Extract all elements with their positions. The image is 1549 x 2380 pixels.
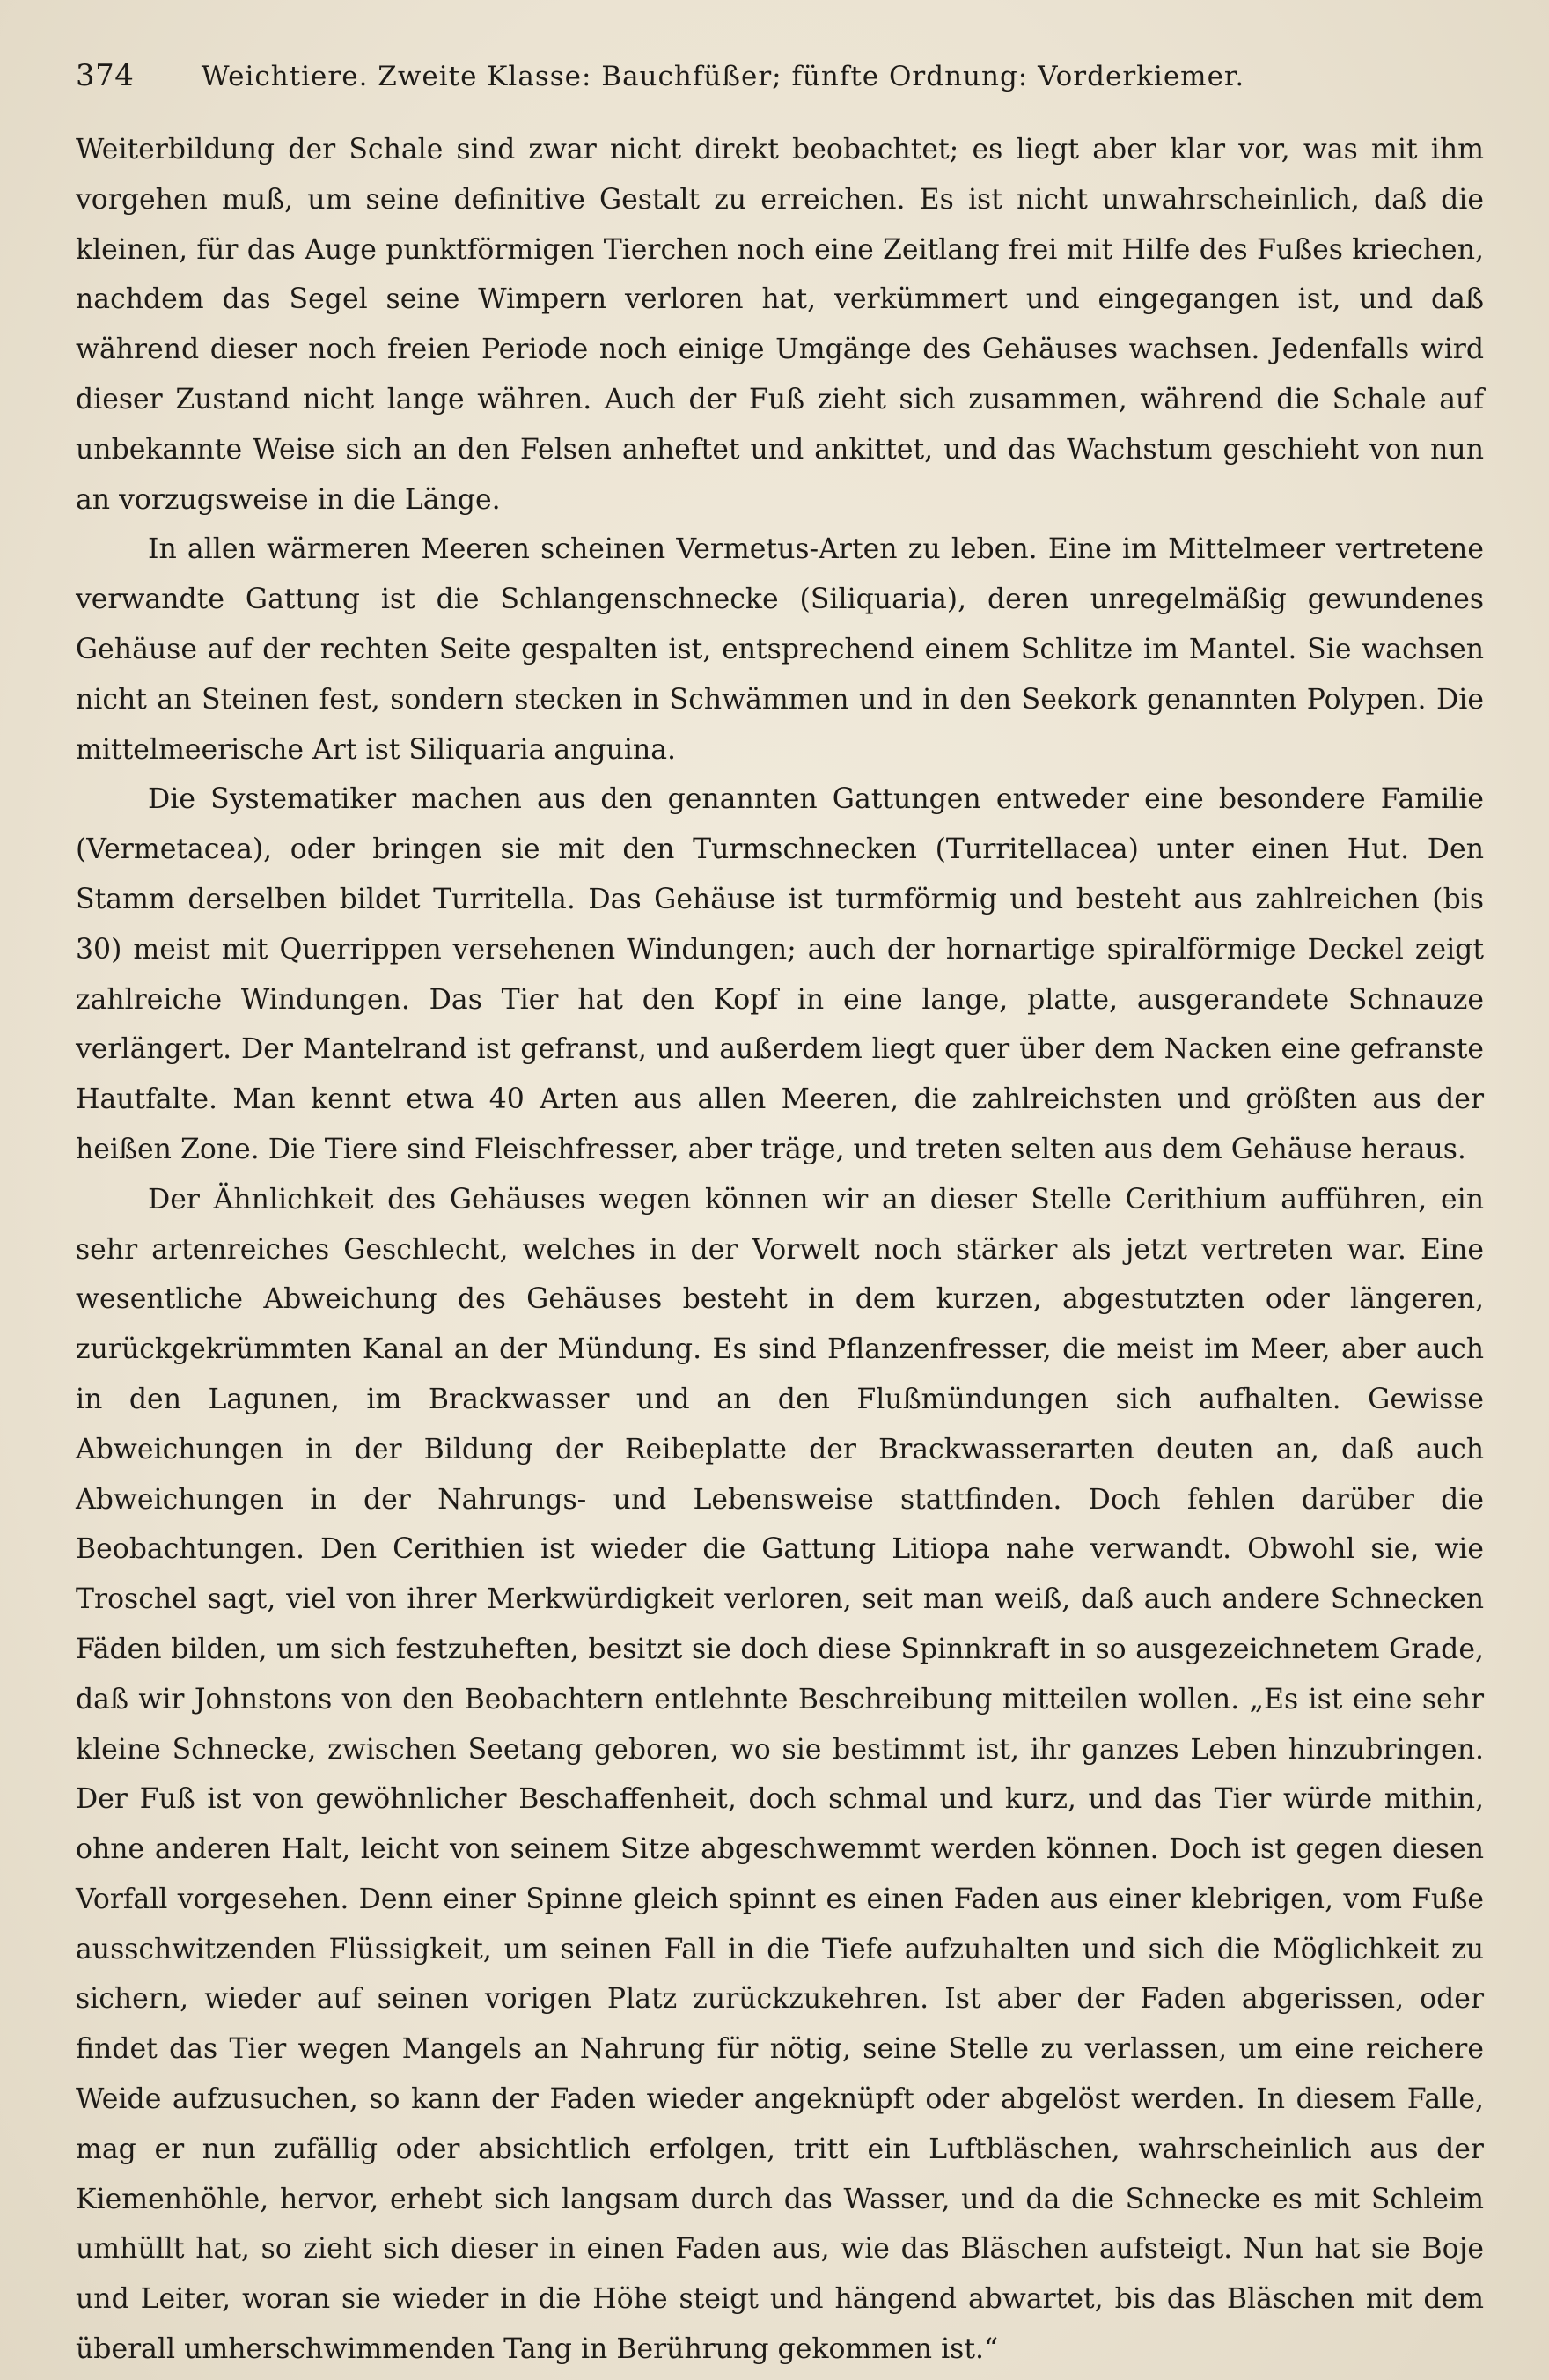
body-text <box>76 125 1484 2366</box>
page-header <box>76 58 1493 107</box>
paragraph-2: In allen wärmeren Meeren scheinen Vermetus-Arten zu leben. Eine im Mittelmeer vertretene verwandte Gattung ist die Schlangenschnecke (Siliquaria), deren unregelmäßig gewundenes Gehäuse auf der rechten Seite gespalten ist, entsprechend einem Schlitze im Mantel. Sie wachsen nicht an Steinen fest, sondern stecken in Schwämmen und in den Seekork genannten Polypen. Die mittelmeerische Art ist Siliquaria anguina. <box>76 533 1484 766</box>
paragraph-4: Der Ähnlichkeit des Gehäuses wegen können wir an dieser Stelle Cerithium aufführen, ein sehr artenreiches Geschlecht, welches in der Vorwelt noch stärker als jetzt vertreten war. Eine wesentliche Abweichung des Gehäuses besteht in dem kurzen, abgestutzten oder längeren, zurückgekrümmten Kanal an der Mündung. Es sind Pflanzenfresser, die meist im Meer, aber auch in den Lagunen, im Brackwasser und an den Flußmündungen sich aufhalten. Gewisse Abweichungen in der Bildung der Reibeplatte der Brackwasserarten deuten an, daß auch Abweichungen in der Nahrungs- und Lebensweise stattfinden. Doch fehlen darüber die Beobachtungen. Den Cerithien ist wieder die Gattung Litiopa nahe verwandt. Obwohl sie, wie Troschel sagt, viel von ihrer Merkwürdigkeit verloren, seit man weiß, daß auch andere Schnecken Fäden bilden, um sich festzuheften, besitzt sie doch diese Spinnkraft in so ausgezeichnetem Grade, daß wir Johnstons von den Beobachtern entlehnte Beschreibung mitteilen wollen. „Es ist eine sehr kleine Schnecke, zwischen Seetang geboren, wo sie bestimmt ist, ihr ganzes Leben hinzubringen. Der Fuß ist von gewöhnlicher Beschaffenheit, doch schmal und kurz, und das Tier würde mithin, ohne anderen Halt, leicht von seinem Sitze abgeschwemmt werden können. Doch ist gegen diesen Vorfall vorgesehen. Denn einer Spinne gleich spinnt es einen Faden aus einer klebrigen, vom Fuße ausschwitzenden Flüssigkeit, um seinen Fall in die Tiefe aufzuhalten und sich die Möglichkeit zu sichern, wieder auf seinen vorigen Platz zurückzukehren. Ist aber der Faden abgerissen, oder findet das Tier wegen Mangels an Nahrung für nötig, seine Stelle zu verlassen, um eine reichere Weide aufzusuchen, so kann der Faden wieder angeknüpft oder abgelöst werden. In diesem Falle, mag er nun zufällig oder absichtlich erfolgen, tritt ein Luftbläschen, wahrscheinlich aus der Kiemenhöhle, hervor, erhebt sich langsam durch das Wasser, und da die Schnecke es mit Schleim umhüllt hat, so zieht sich dieser in einen Faden aus, wie das Bläschen aufsteigt. Nun hat sie Boje und Leiter, woran sie wieder in die Höhe steigt und hängend abwartet, bis das Bläschen mit dem überall umherschwimmenden Tang in Berührung gekommen ist.“ <box>76 1183 1484 2366</box>
page-number: 374 <box>76 58 135 93</box>
paragraph-1: Weiterbildung der Schale sind zwar nicht direkt beobachtet; es liegt aber klar vor, was mit ihm vorgehen muß, um seine definitive Gestalt zu erreichen. Es ist nicht unwahrscheinlich, daß die kleinen, für das Auge punktförmigen Tierchen noch eine Zeitlang frei mit Hilfe des Fußes kriechen, nachdem das Segel seine Wimpern verloren hat, verkümmert und eingegangen ist, und daß während dieser noch freien Periode noch einige Umgänge des Gehäuses wachsen. Jedenfalls wird dieser Zustand nicht lange währen. Auch der Fuß zieht sich zusammen, während die Schale auf unbekannte Weise sich an den Felsen anheftet und ankittet, und das Wachstum geschieht von nun an vorzugsweise in die Länge. <box>76 134 1484 516</box>
running-head: Weichtiere. Zweite Klasse: Bauchfüßer; fünfte Ordnung: Vorderkiemer. <box>201 61 1245 92</box>
paragraph-3: Die Systematiker machen aus den genannten Gattungen entweder eine besondere Familie (Vermetacea), oder bringen sie mit den Turmschnecken (Turritellacea) unter einen Hut. Den Stamm derselben bildet Turritella. Das Gehäuse ist turmförmig und besteht aus zahlreichen (bis 30) meist mit Querrippen versehenen Windungen; auch der hornartige spiralförmige Deckel zeigt zahlreiche Windungen. Das Tier hat den Kopf in eine lange, platte, ausgerandete Schnauze verlängert. Der Mantelrand ist gefranst, und außerdem liegt quer über dem Nacken eine gefranste Hautfalte. Man kennt etwa 40 Arten aus allen Meeren, die zahlreichsten und größten aus der heißen Zone. Die Tiere sind Fleischfresser, aber träge, und treten selten aus dem Gehäuse heraus. <box>76 783 1484 1165</box>
